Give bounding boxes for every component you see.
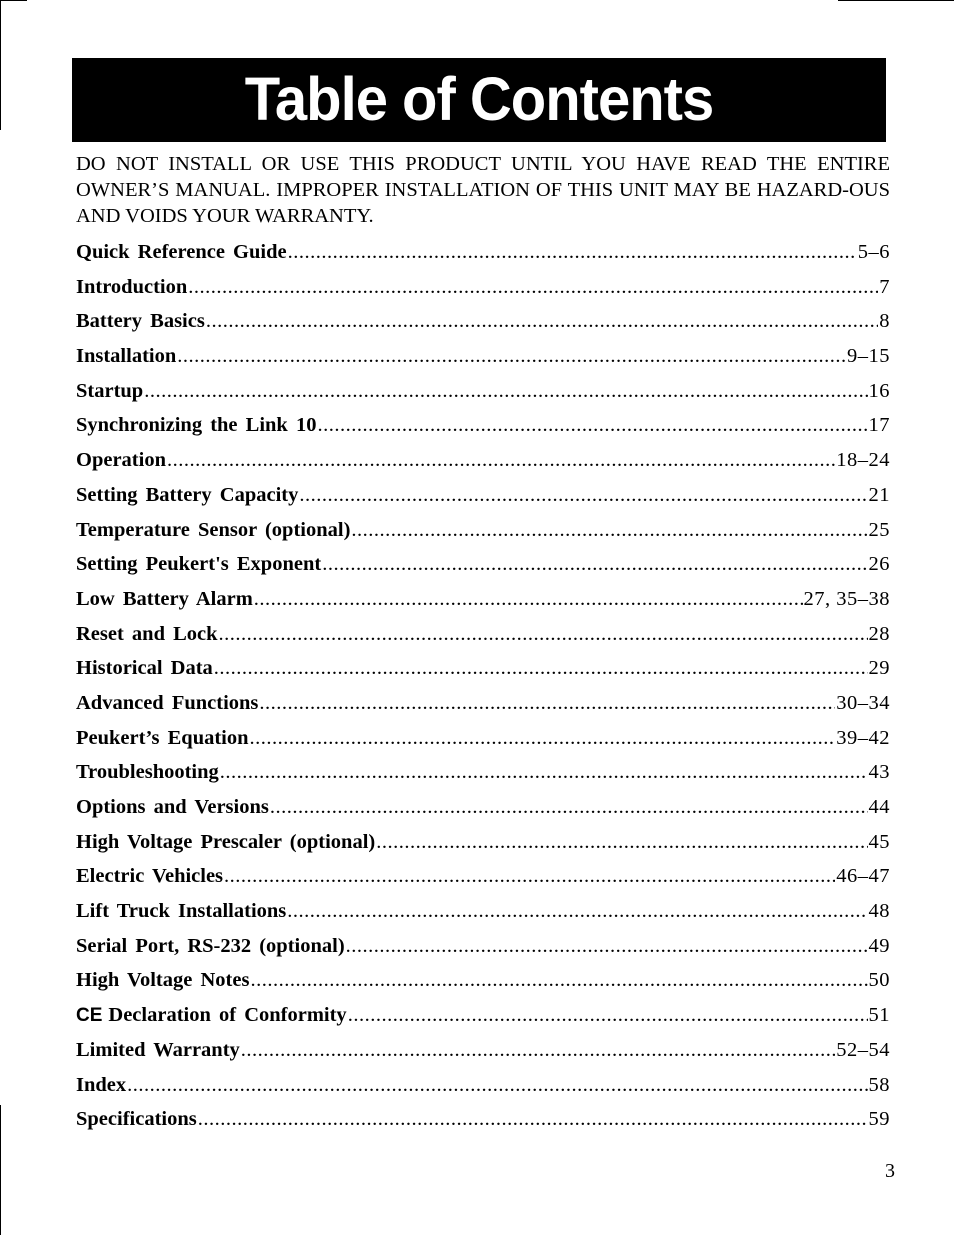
- toc-entry-title: Lift Truck Installations: [76, 900, 287, 923]
- toc-entry-page: 18–24: [836, 449, 890, 472]
- toc-entry-page: 46–47: [836, 865, 890, 888]
- toc-entry-page: 58: [868, 1073, 890, 1096]
- toc-entry-title-wrap: [76, 931, 345, 961]
- toc-entry-title: Setting Battery Capacity: [76, 483, 299, 506]
- toc-entry[interactable]: [76, 757, 890, 792]
- toc-entry[interactable]: [76, 237, 890, 272]
- toc-entry-title: Index: [76, 1073, 127, 1096]
- toc-entry-title: High Voltage Prescaler (optional): [76, 830, 376, 853]
- toc-dot-leader: [224, 861, 835, 891]
- toc-entry[interactable]: [76, 619, 890, 654]
- toc-entry-title: Options and Versions: [76, 796, 269, 818]
- toc-entry-title-wrap: [76, 861, 223, 891]
- toc-entry-title: Electric Vehicles: [76, 865, 224, 888]
- toc-entry[interactable]: [76, 861, 890, 896]
- crop-mark-top-right-horizontal: [838, 0, 954, 1]
- toc-entry-title-wrap: [76, 896, 286, 926]
- toc-entry-title: Historical Data: [76, 657, 213, 680]
- toc-entry-page: 39–42: [836, 726, 890, 749]
- toc-entry-title: Introduction: [76, 275, 188, 298]
- toc-dot-leader: [287, 896, 867, 926]
- toc-entry-title-wrap: [76, 1035, 240, 1065]
- toc-entry-title-wrap: [76, 480, 298, 510]
- toc-entry-title: Advanced Functions: [76, 691, 259, 714]
- toc-entry-title-wrap: [76, 515, 350, 545]
- toc-entry-page: 45: [868, 830, 890, 853]
- toc-entry-page: 27, 35–38: [803, 587, 890, 610]
- toc-entry-title-wrap: [76, 237, 287, 267]
- toc-dot-leader: [250, 723, 836, 753]
- toc-entry[interactable]: [76, 827, 890, 862]
- toc-entry-title: Reset and Lock: [76, 622, 218, 645]
- toc-entry-title-wrap: [76, 653, 213, 683]
- toc-entry-page: 44: [868, 796, 890, 818]
- title-banner: [72, 58, 886, 142]
- toc-entry[interactable]: [76, 376, 890, 411]
- toc-entry-page: 21: [868, 483, 890, 506]
- toc-entry-title-wrap: [76, 792, 269, 822]
- toc-entry[interactable]: [76, 1070, 890, 1105]
- crop-mark-bottom-left-vertical: [0, 1105, 1, 1235]
- toc-dot-leader: [317, 410, 867, 440]
- toc-dot-leader: [299, 480, 867, 510]
- toc-entry[interactable]: [76, 723, 890, 758]
- toc-entry[interactable]: [76, 341, 890, 376]
- toc-dot-leader: [144, 376, 867, 406]
- toc-entry-title-wrap: [76, 306, 205, 336]
- toc-entry-title: Synchronizing the Link 10: [76, 414, 317, 437]
- toc-dot-leader: [198, 1104, 868, 1134]
- toc-entry-page: 7: [879, 275, 890, 298]
- toc-entry-page: 9–15: [847, 345, 890, 368]
- toc-entry-title: Operation: [76, 449, 166, 472]
- toc-entry[interactable]: [76, 549, 890, 584]
- toc-entry-page: 48: [868, 900, 890, 923]
- toc-entry-page: 59: [868, 1108, 890, 1131]
- toc-entry-title-wrap: [76, 445, 166, 475]
- toc-entry-title: Troubleshooting: [76, 761, 219, 784]
- toc-entry-title: Quick Reference Guide: [76, 241, 287, 263]
- crop-mark-top-left-vertical: [0, 0, 1, 130]
- toc-entry-title: Battery Basics: [76, 310, 205, 333]
- table-of-contents: [76, 237, 890, 1139]
- page-number: 3: [885, 1160, 895, 1182]
- toc-dot-leader: [346, 931, 868, 961]
- toc-entry-page: 52–54: [836, 1038, 890, 1061]
- toc-entry-page: 28: [868, 622, 890, 645]
- toc-dot-leader: [188, 272, 878, 302]
- toc-entry[interactable]: [76, 445, 890, 480]
- toc-dot-leader: [322, 549, 867, 579]
- toc-entry-title: Temperature Sensor (optional): [76, 518, 351, 541]
- page-title: Table of Contents: [244, 65, 714, 134]
- toc-entry-title-wrap: [76, 1000, 347, 1031]
- toc-entry[interactable]: [76, 792, 890, 827]
- toc-entry-title-wrap: [76, 688, 258, 718]
- toc-dot-leader: [254, 584, 803, 614]
- toc-entry-title-wrap: [76, 341, 176, 371]
- toc-entry-page: 51: [868, 1004, 890, 1027]
- toc-entry-page: 25: [868, 518, 890, 541]
- toc-entry[interactable]: [76, 1104, 890, 1139]
- toc-entry-title: Specifications: [76, 1108, 197, 1131]
- toc-entry-page: 30–34: [836, 691, 890, 714]
- toc-entry-title-wrap: [76, 1070, 126, 1100]
- toc-dot-leader: [206, 306, 878, 336]
- toc-entry[interactable]: [76, 931, 890, 966]
- toc-entry[interactable]: [76, 1000, 890, 1035]
- toc-entry-title: Declaration of Conformity: [108, 1004, 347, 1027]
- toc-dot-leader: [167, 445, 835, 475]
- toc-entry-page: 43: [868, 761, 890, 784]
- toc-entry-title-wrap: [76, 410, 316, 440]
- toc-entry[interactable]: [76, 1035, 890, 1070]
- toc-entry[interactable]: [76, 272, 890, 307]
- toc-entry-title: Setting Peukert's Exponent: [76, 553, 322, 576]
- toc-entry[interactable]: [76, 410, 890, 445]
- toc-dot-leader: [127, 1070, 867, 1100]
- toc-entry-title: Low Battery Alarm: [76, 587, 253, 610]
- toc-entry-page: 17: [868, 414, 890, 437]
- toc-entry-page: 49: [868, 934, 890, 957]
- toc-entry-title-wrap: [76, 619, 218, 649]
- toc-dot-leader: [270, 792, 868, 822]
- toc-entry-title-wrap: [76, 757, 219, 787]
- toc-dot-leader: [250, 965, 867, 995]
- toc-entry-title: Startup: [76, 379, 144, 402]
- toc-dot-leader: [241, 1035, 835, 1065]
- toc-dot-leader: [219, 619, 868, 649]
- toc-entry-page: 5–6: [857, 241, 890, 263]
- toc-dot-leader: [177, 341, 846, 371]
- toc-dot-leader: [214, 653, 868, 683]
- toc-entry-title-wrap: [76, 1104, 197, 1134]
- toc-entry-title: Installation: [76, 345, 177, 368]
- toc-entry[interactable]: [76, 480, 890, 515]
- toc-dot-leader: [376, 827, 867, 857]
- toc-entry[interactable]: [76, 965, 890, 1000]
- toc-dot-leader: [348, 1000, 868, 1030]
- toc-entry-page: 16: [868, 379, 890, 402]
- toc-entry-page: 50: [868, 969, 890, 992]
- toc-entry-title-wrap: [76, 723, 249, 753]
- toc-entry-title-wrap: [76, 827, 375, 857]
- toc-entry-page: 8: [879, 310, 890, 333]
- toc-entry-title-wrap: [76, 376, 143, 406]
- toc-entry-title-wrap: [76, 584, 253, 614]
- toc-entry-title: Serial Port, RS-232 (optional): [76, 934, 345, 957]
- toc-entry-title-wrap: [76, 272, 187, 302]
- toc-dot-leader: [220, 757, 868, 787]
- toc-entry-title: Peukert’s Equation: [76, 726, 249, 749]
- toc-entry[interactable]: [76, 896, 890, 931]
- toc-dot-leader: [351, 515, 867, 545]
- toc-entry[interactable]: [76, 653, 890, 688]
- toc-entry-title-wrap: [76, 549, 321, 579]
- toc-entry[interactable]: [76, 306, 890, 341]
- ce-mark-icon: CE: [76, 1005, 103, 1027]
- toc-entry-title: Limited Warranty: [76, 1038, 240, 1061]
- crop-mark-top-left-horizontal: [0, 0, 27, 1]
- toc-entry[interactable]: [76, 584, 890, 619]
- toc-entry-page: 29: [868, 657, 890, 680]
- toc-entry-title: High Voltage Notes: [76, 969, 250, 992]
- toc-entry[interactable]: [76, 515, 890, 550]
- toc-dot-leader: [288, 237, 857, 267]
- toc-entry-page: 26: [868, 553, 890, 576]
- safety-warning: DO NOT INSTALL OR USE THIS PRODUCT UNTIL YOU HAVE READ THE ENTIRE OWNER’S MANUAL. IMPROPER INSTALLATION OF THIS UNIT MAY BE HAZARD-OUS AND VOIDS YOUR WARRANTY.: [76, 153, 890, 227]
- toc-entry[interactable]: [76, 688, 890, 723]
- toc-entry-title-wrap: [76, 965, 249, 995]
- toc-dot-leader: [259, 688, 835, 718]
